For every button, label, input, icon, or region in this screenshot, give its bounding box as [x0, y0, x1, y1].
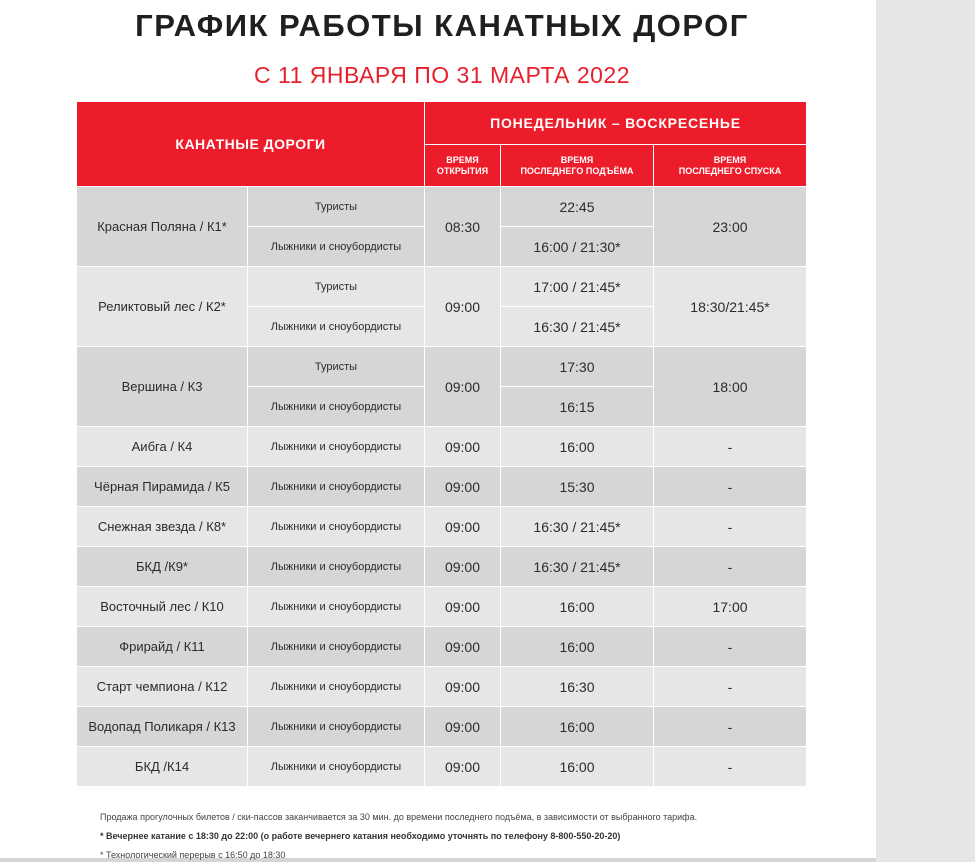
table-row	[77, 267, 807, 307]
last-down: -	[654, 627, 807, 667]
open-time: 09:00	[425, 547, 501, 587]
last-up: 16:00	[501, 627, 654, 667]
lift-name: Реликтовый лес / К2*	[77, 267, 248, 347]
last-down: -	[654, 507, 807, 547]
header-lifts: КАНАТНЫЕ ДОРОГИ	[77, 102, 425, 187]
category-skiers: Лыжники и сноубордисты	[248, 427, 425, 467]
table-row	[77, 627, 807, 667]
category-tourists: Туристы	[248, 347, 425, 387]
header-last-down-l1: ВРЕМЯ	[713, 154, 747, 165]
lift-name: Водопад Поликаря / К13	[77, 707, 248, 747]
last-up-skiers: 16:00 / 21:30*	[501, 227, 654, 267]
lift-name: Снежная звезда / К8*	[77, 507, 248, 547]
last-down: -	[654, 707, 807, 747]
lift-name: Вершина / К3	[77, 347, 248, 427]
page-title: ГРАФИК РАБОТЫ КАНАТНЫХ ДОРОГ	[135, 8, 749, 43]
table-row	[77, 587, 807, 627]
last-up-tourists: 17:30	[501, 347, 654, 387]
header-last-up-l1: ВРЕМЯ	[560, 154, 594, 165]
category-skiers: Лыжники и сноубордисты	[248, 307, 425, 347]
table-row	[77, 347, 807, 387]
viewer-side-panel	[876, 0, 975, 862]
category-tourists: Туристы	[248, 187, 425, 227]
table-row	[77, 187, 807, 227]
category-skiers: Лыжники и сноубордисты	[248, 467, 425, 507]
last-down: -	[654, 547, 807, 587]
note-evening-skiing-text: * Вечернее катание с 18:30 до 22:00 (о работе вечернего катания необходимо уточнять по телефону 8-800-550-20-20)	[100, 831, 621, 841]
category-skiers: Лыжники и сноубордисты	[248, 507, 425, 547]
category-skiers: Лыжники и сноубордисты	[248, 547, 425, 587]
open-time: 09:00	[425, 627, 501, 667]
header-open-l1: ВРЕМЯ	[446, 154, 479, 165]
lift-name: БКД /К14	[77, 747, 248, 787]
category-tourists: Туристы	[248, 267, 425, 307]
header-last-up	[501, 145, 654, 187]
category-skiers: Лыжники и сноубордисты	[248, 707, 425, 747]
category-skiers: Лыжники и сноубордисты	[248, 667, 425, 707]
lift-name: БКД /К9*	[77, 547, 248, 587]
header-days: ПОНЕДЕЛЬНИК – ВОСКРЕСЕНЬЕ	[425, 102, 807, 145]
open-time: 09:00	[425, 587, 501, 627]
open-time: 09:00	[425, 667, 501, 707]
open-time: 09:00	[425, 747, 501, 787]
last-down: -	[654, 427, 807, 467]
note-technical-break: * Технологический перерыв с 16:50 до 18:30	[100, 850, 286, 860]
table-row	[77, 707, 807, 747]
category-skiers: Лыжники и сноубордисты	[248, 747, 425, 787]
lift-name: Фрирайд / К11	[77, 627, 248, 667]
header-open-time	[425, 145, 501, 187]
last-down: 18:30/21:45*	[654, 267, 807, 347]
table-row	[77, 547, 807, 587]
last-up-skiers: 16:15	[501, 387, 654, 427]
lift-name: Красная Поляна / К1*	[77, 187, 248, 267]
schedule-table	[76, 101, 807, 787]
open-time: 09:00	[425, 707, 501, 747]
table-row	[77, 667, 807, 707]
last-up: 16:00	[501, 427, 654, 467]
category-skiers: Лыжники и сноубордисты	[248, 627, 425, 667]
table-row	[77, 747, 807, 787]
note-ticket-sales: Продажа прогулочных билетов / ски-пассов заканчивается за 30 мин. до времени последнего подъёма, в зависимости от выбранного тарифа.	[100, 812, 698, 822]
open-time: 09:00	[425, 467, 501, 507]
last-up-skiers: 16:30 / 21:45*	[501, 307, 654, 347]
last-down: -	[654, 747, 807, 787]
last-up: 15:30	[501, 467, 654, 507]
category-skiers: Лыжники и сноубордисты	[248, 587, 425, 627]
last-down: -	[654, 467, 807, 507]
header-last-up-l2: ПОСЛЕДНЕГО ПОДЪЁМА	[520, 165, 634, 176]
table-row	[77, 467, 807, 507]
last-down: -	[654, 667, 807, 707]
category-skiers: Лыжники и сноубордисты	[248, 227, 425, 267]
header-last-down	[654, 145, 807, 187]
header-last-down-l2: ПОСЛЕДНЕГО СПУСКА	[678, 165, 782, 176]
open-time: 09:00	[425, 507, 501, 547]
table-row	[77, 507, 807, 547]
last-down: 23:00	[654, 187, 807, 267]
last-up-tourists: 17:00 / 21:45*	[501, 267, 654, 307]
header-open-l2: ОТКРЫТИЯ	[436, 165, 489, 176]
last-up: 16:00	[501, 747, 654, 787]
last-up: 16:30 / 21:45*	[501, 507, 654, 547]
category-skiers: Лыжники и сноубордисты	[248, 387, 425, 427]
table-row	[77, 427, 807, 467]
lift-name: Аибга / К4	[77, 427, 248, 467]
last-up: 16:00	[501, 587, 654, 627]
last-down: 18:00	[654, 347, 807, 427]
open-time: 08:30	[425, 187, 501, 267]
lift-name: Старт чемпиона / К12	[77, 667, 248, 707]
note-evening-skiing	[100, 831, 620, 841]
open-time: 09:00	[425, 427, 501, 467]
last-up-tourists: 22:45	[501, 187, 654, 227]
open-time: 09:00	[425, 267, 501, 347]
lift-name: Восточный лес / К10	[77, 587, 248, 627]
last-up: 16:00	[501, 707, 654, 747]
last-up: 16:30 / 21:45*	[501, 547, 654, 587]
open-time: 09:00	[425, 347, 501, 427]
last-up: 16:30	[501, 667, 654, 707]
lift-name: Чёрная Пирамида / К5	[77, 467, 248, 507]
page-subtitle: С 11 ЯНВАРЯ ПО 31 МАРТА 2022	[253, 62, 630, 88]
last-down: 17:00	[654, 587, 807, 627]
